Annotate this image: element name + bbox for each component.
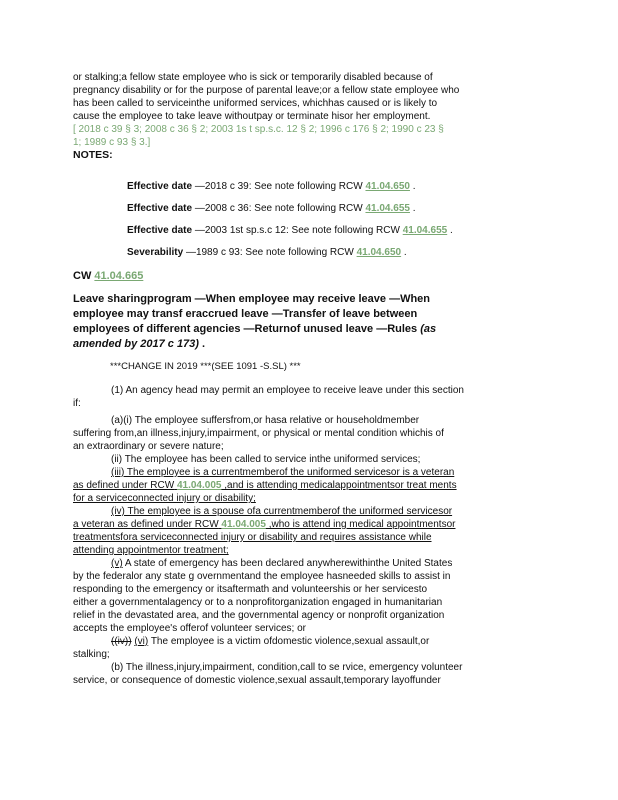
history-citation[interactable]: [ 2018 c 39 § 3; 2008 c 36 § 2; 2003 1s t sp.s.c. 12 § 2; 1996 c 176 § 2; 1990 c 23 § [73,124,444,135]
section-rcw-link[interactable]: 41.04.665 [94,270,144,282]
a-i-line-1: (a)(i) The employee suffersfrom,or hasa relative or householdmember [111,415,420,426]
a-iii-line-2 [73,479,553,492]
rcw-link[interactable]: 41.04.005 [221,519,266,530]
note-item: Severability —1989 c 93: See note following RCW 41.04.650 . [127,247,407,258]
a-iv-text-b: ,who is attend ing medical appointmentsor [265,519,456,530]
a-v-line-2: by the federalor any state g overnmentand the employee hasneeded skills to assist in [73,571,451,582]
title-line-1: Leave sharingprogram —When employee may receive leave —When [73,293,431,305]
note-item: Effective date —2003 1st sp.s.c 12: See note following RCW 41.04.655 . [127,225,453,236]
title-amended-a: (as [420,323,437,335]
a-iii-text-b: ,and is attending medicalappointmentsor treat ments [221,480,457,491]
note-label: Effective date [127,181,193,192]
section-body [73,384,553,687]
title-line-3 [73,322,553,337]
rcw-link[interactable]: 41.04.650 [365,181,410,192]
note-text: —2003 1st sp.s.c 12: See note following RCW [194,225,400,236]
rcw-link[interactable]: 41.04.650 [356,247,402,258]
a-vi-text: The employee is a victim ofdomestic violence,sexual assault,or [148,636,430,647]
a-vi-line-2: stalking; [73,649,110,660]
note-item: Effective date —2018 c 39: See note following RCW 41.04.650 . [127,181,416,192]
a-iii-text-a: as defined under RCW [73,480,175,491]
a-v-line-4: either a governmentalagency or to a nonprofitorganization engaged in humanitarian [73,597,443,608]
a-i-line-2: suffering from,an illness,injury,impairment, or physical or mental condition whichis of [73,428,444,439]
section-heading [73,270,143,282]
note-text: —2008 c 36: See note following RCW [194,203,363,214]
b-line-2: service, or consequence of domestic violence,sexual assault,temporary layoffunder [73,675,441,686]
title-line-4 [73,337,553,352]
rcw-link[interactable]: 41.04.005 [176,480,222,491]
notes-heading: NOTES: [73,149,113,161]
note-label: Severability [127,247,184,258]
intro-paragraph [73,71,553,162]
b-line-1: (b) The illness,injury,impairment, condition,call to se rvice, emergency volunteer [111,662,463,673]
a-vi-new-number: (vi) [134,636,149,647]
a-vi-struck-number: ((iv)) [111,636,132,647]
a-v-text: A state of emergency has been declared anywherewithinthe United States [122,558,453,569]
title-line-2: employee may transf eraccrued leave —Transfer of leave between [73,308,418,320]
intro-line-3: has been called to serviceinthe uniformed services, whichhas caused or is likely to [73,98,438,109]
a-iv-line-4: attending appointmentor treatment; [73,545,229,556]
note-text: —1989 c 93: See note following RCW [185,247,354,258]
a-iv-line-3: treatmentsfora serviceconnected injury or disability and requires assistance while [73,532,432,543]
a-v-line-1 [73,557,553,570]
a-v-number: (v) [111,558,123,569]
a-i-line-3: an extraordinary or severe nature; [73,441,224,452]
a-iv-text-a: a veteran as defined under RCW [73,519,219,530]
a-iv-line-2 [73,518,553,531]
a-v-line-5: relief in the devastated area, and the governmental agency or nonprofit organization [73,610,445,621]
note-item: Effective date —2008 c 36: See note following RCW 41.04.655 . [127,203,416,214]
note-text: —2018 c 39: See note following RCW [194,181,363,192]
change-note: ***CHANGE IN 2019 ***(SEE 1091 -S.SL) *** [110,361,301,372]
note-label: Effective date [127,225,193,236]
intro-line-4: cause the employee to take leave withoutpay or terminate hisor her employment. [73,111,431,122]
intro-line-1: or stalking;a fellow state employee who is sick or temporarily disabled because of [73,72,433,83]
a-iv-line-1: (iv) The employee is a spouse ofa currentmemberof the uniformed servicesor [111,506,453,517]
history-citation-cont[interactable]: 1; 1989 c 93 § 3.] [73,137,151,148]
a-v-line-6: accepts the employee's offerof volunteer services; or [73,623,306,634]
title-amended-b: amended by 2017 c 173) [73,338,199,350]
a-ii-line: (ii) The employee has been called to service inthe uniformed services; [111,454,421,465]
section-title [73,292,553,352]
rcw-link[interactable]: 41.04.655 [402,225,448,236]
p1-line-2: if: [73,398,81,409]
section-prefix: CW [73,270,92,282]
note-label: Effective date [127,203,193,214]
title-line-3-text: employees of different agencies —Returnof unused leave —Rules [73,323,418,335]
rcw-link[interactable]: 41.04.655 [365,203,410,214]
a-iii-line-1: (iii) The employee is a currentmemberof the uniformed servicesor is a veteran [111,467,455,478]
a-vi-line-1 [73,635,553,648]
a-iii-line-3: for a serviceconnected injury or disability; [73,493,256,504]
title-end: . [202,338,206,350]
p1-line-1: (1) An agency head may permit an employee to receive leave under this section [111,385,464,396]
a-v-line-3: responding to the emergency or itsaftermath and volunteershis or her servicesto [73,584,428,595]
intro-line-2: pregnancy disability or for the purpose of parental leave;or a fellow state employee who [73,85,460,96]
